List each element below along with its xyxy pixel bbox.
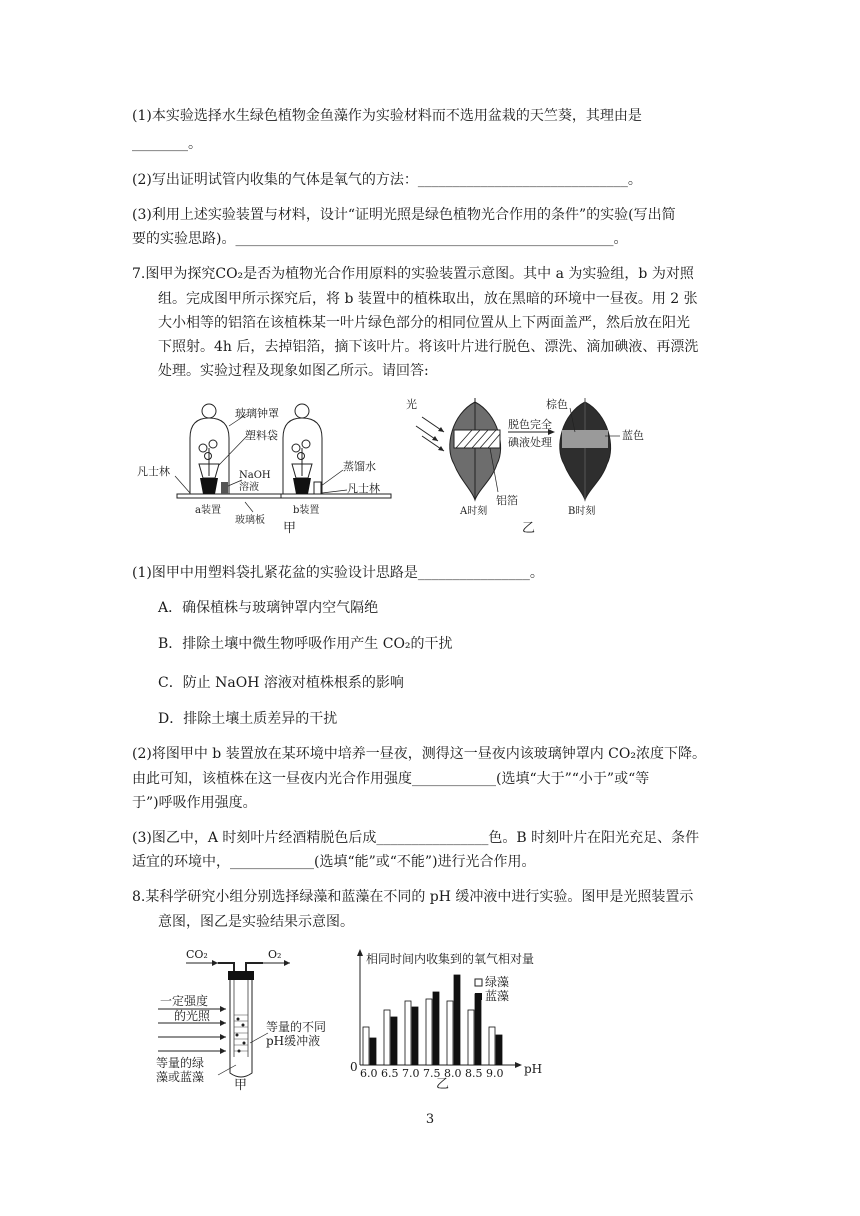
- bell-knob-a: [202, 404, 216, 418]
- q7-figure-yi: [400, 392, 680, 537]
- bar-blue-8.5: [475, 994, 481, 1065]
- label-algae-2: 藻或蓝藻: [156, 1070, 205, 1084]
- legend-swatch-green: [475, 979, 482, 986]
- x-tick-label: 8.0: [444, 1067, 462, 1080]
- x-tick-label: 8.5: [465, 1067, 483, 1080]
- water-beaker: [314, 482, 321, 494]
- label-glass-plate: 玻璃板: [235, 515, 265, 526]
- bar-green-6.0: [363, 1027, 369, 1065]
- flowerpot-b: [293, 478, 311, 494]
- q7-option-c: C．防止 NaOH 溶液对植株根系的影响: [158, 675, 404, 691]
- label-b-device: b装置: [293, 505, 320, 516]
- label-vaseline-left: 凡士林: [137, 465, 170, 478]
- q7-option-b: B．排除土壤中微生物呼吸作用产生 CO₂的干扰: [158, 636, 453, 652]
- label-bell-jar: 玻璃钟罩: [235, 407, 279, 420]
- bar-green-8.5: [468, 1010, 474, 1065]
- label-o2: O₂: [268, 948, 282, 961]
- legend-green: 绿藻: [485, 975, 510, 989]
- bar-blue-8.0: [454, 975, 460, 1065]
- label-naoh: NaOH: [239, 470, 271, 481]
- label-co2: CO₂: [186, 948, 208, 961]
- label-light: 光: [406, 398, 417, 411]
- q8-stem-line2: 意图，图乙是实验结果示意图。: [158, 914, 354, 930]
- label-time-a: A时刻: [460, 506, 488, 517]
- test-tube: [230, 980, 252, 1077]
- stopper: [228, 971, 254, 980]
- chart-title: 相同时间内收集到的氧气相对量: [366, 952, 535, 966]
- bar-blue-9.0: [496, 1035, 502, 1065]
- q7-stem-line3: 大小相等的铝箔在该植株某一叶片绿色部分的相同位置从上下两面盖严，然后放在阳光: [158, 315, 690, 331]
- label-naoh-solution: 溶液: [239, 482, 259, 493]
- label-light: 的光照: [174, 1009, 211, 1023]
- bar-green-7.0: [405, 1001, 411, 1065]
- label-buffer-2: pH缓冲液: [266, 1034, 321, 1048]
- label-distilled-water: 蒸馏水: [343, 460, 376, 473]
- q8-stem-line1: 8.某科学研究小组分别选择绿藻和蓝藻在不同的 pH 缓冲液中进行实验。图甲是光照装置示: [132, 889, 694, 905]
- naoh-beaker: [221, 482, 228, 494]
- q6-sub1-line1: (1)本实验选择水生绿色植物金鱼藻作为实验材料而不选用盆栽的天竺葵，其理由是: [132, 108, 642, 124]
- bar-blue-7.0: [412, 1007, 418, 1065]
- bar-green-7.5: [426, 999, 432, 1065]
- bar-green-6.5: [384, 1010, 390, 1065]
- x-tick-label: 7.5: [423, 1067, 441, 1080]
- q7-sub2-line3: 于”)呼吸作用强度。: [132, 795, 257, 811]
- q7-sub3-line2: 适宜的环境中，____________(选填“能”或“不能”)进行光合作用。: [132, 854, 536, 870]
- bar-green-8.0: [447, 1001, 453, 1065]
- label-decolor: 脱色完全: [508, 418, 552, 431]
- q7-stem-line5: 处理。实验过程及现象如图乙所示。请回答:: [158, 363, 429, 379]
- flowerpot-a: [200, 478, 218, 494]
- q8-figure-jia: [150, 945, 350, 1093]
- label-light-intensity: 一定强度: [160, 994, 209, 1008]
- q7-figure-jia: [135, 398, 420, 536]
- label-buffer-1: 等量的不同: [266, 1020, 327, 1034]
- figure-caption-jia: 甲: [283, 521, 297, 536]
- label-algae-1: 等量的绿: [156, 1056, 205, 1070]
- glass-plate-a: [177, 494, 287, 498]
- bar-blue-6.5: [391, 1017, 397, 1065]
- q7-sub2-line1: (2)将图甲中 b 装置放在某环境中培养一昼夜，测得这一昼夜内该玻璃钟罩内 CO₂浓度下降。: [132, 746, 706, 762]
- x-tick-label: 6.5: [381, 1067, 399, 1080]
- chart-caption-yi: 乙: [436, 1077, 450, 1092]
- q7-sub3-line1: (3)图乙中，A 时刻叶片经酒精脱色后成________________色。B 时刻叶片在阳光充足、条件: [132, 830, 700, 846]
- figure-caption-yi: 乙: [522, 521, 536, 536]
- q7-stem-line1: 7.图甲为探究CO₂是否为植物光合作用原料的实验装置示意图。其中 a 为实验组，b 为对照: [132, 266, 694, 282]
- page-number: 3: [425, 1112, 435, 1127]
- x-axis-label: pH: [524, 1062, 543, 1076]
- label-time-b: B时刻: [568, 506, 596, 517]
- bar-blue-6.0: [370, 1038, 376, 1065]
- x-tick-label: 6.0: [360, 1067, 378, 1080]
- q8-chart-yi: [340, 945, 543, 1092]
- x-tick-label: 7.0: [402, 1067, 420, 1080]
- q6-sub1-line2: ________。: [132, 136, 202, 152]
- origin-label: 0: [350, 1060, 358, 1074]
- figure-caption-q8-jia: 甲: [234, 1078, 248, 1093]
- label-iodine: 碘液处理: [508, 436, 552, 449]
- x-tick-label: 9.0: [486, 1067, 504, 1080]
- label-foil: 铝箔: [496, 494, 518, 507]
- bar-blue-7.5: [433, 992, 439, 1065]
- bar-green-9.0: [489, 1027, 495, 1065]
- label-blue: 蓝色: [622, 429, 644, 442]
- q7-sub1: (1)图甲中用塑料袋扎紧花盆的实验设计思路是________________。: [132, 565, 544, 581]
- label-vaseline-right: 凡士林: [347, 482, 380, 495]
- q7-stem-line4: 下照射。4h 后，去掉铝箔，摘下该叶片。将该叶片进行脱色、漂洗、滴加碘液、再漂洗: [158, 339, 699, 355]
- q7-sub2-line2: 由此可知，该植株在这一昼夜内光合作用强度____________(选填“大于”“小于”或“等: [132, 771, 650, 787]
- bell-knob-b: [295, 404, 309, 418]
- q7-stem-line2: 组。完成图甲所示探究后，将 b 装置中的植株取出，放在黑暗的环境中一昼夜。用 2 张: [158, 291, 698, 307]
- q7-option-a: A．确保植株与玻璃钟罩内空气隔绝: [158, 600, 379, 616]
- q7-option-d: D．排除土壤土质差异的干扰: [158, 711, 338, 727]
- label-a-device: a装置: [195, 505, 221, 516]
- legend-blue: 蓝藻: [485, 989, 510, 1003]
- label-brown: 棕色: [546, 398, 568, 411]
- label-plastic-bag: 塑料袋: [245, 429, 278, 442]
- q6-sub3-line2: 要的实验思路)。______________________________________________________。: [132, 231, 628, 247]
- q6-sub2: (2)写出证明试管内收集的气体是氧气的方法：______________________________。: [132, 172, 642, 188]
- q6-sub3-line1: (3)利用上述实验装置与材料，设计“证明光照是绿色植物光合作用的条件”的实验(写出简: [132, 207, 676, 223]
- leaf-b-brown-band: [562, 430, 608, 448]
